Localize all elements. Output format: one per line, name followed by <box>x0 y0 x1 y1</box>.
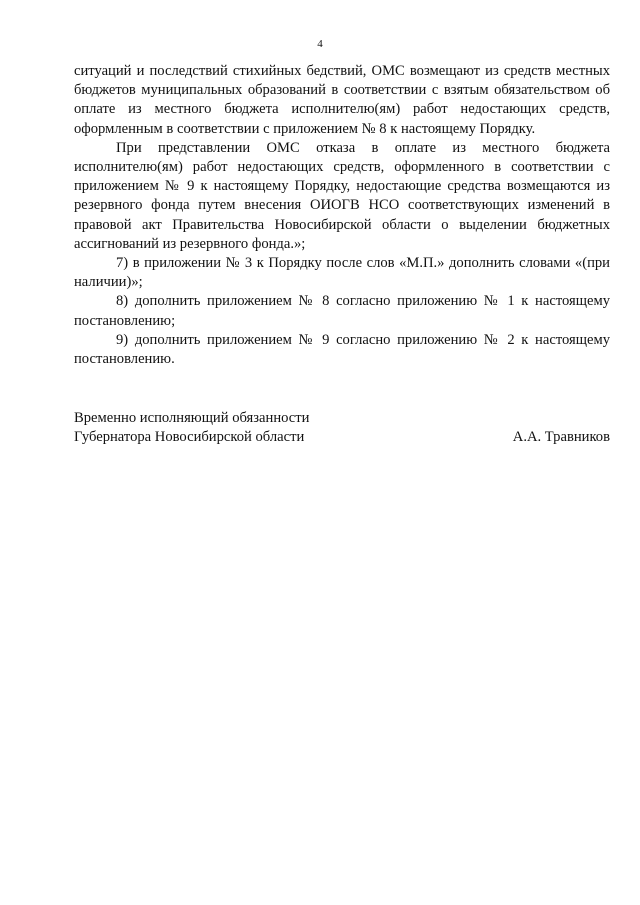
paragraph-item-9: 9) дополнить приложением № 9 согласно приложению № 2 к настоящему постановлению. <box>74 331 610 368</box>
paragraph-continuation: ситуаций и последствий стихийных бедствий, ОМС возмещают из средств местных бюджетов муниципальных образований в соответствии с взятым обязательством об оплате из местного бюджета исполнителю(ям) работ недостающих средств, оформленным в соответствии с приложением № 8 к настоящему Порядку. <box>74 63 610 137</box>
paragraph-item-7: 7) в приложении № 3 к Порядку после слов «М.П.» дополнить словами «(при наличии)»; <box>74 255 610 291</box>
document-body <box>74 62 610 369</box>
signature-block <box>74 409 610 447</box>
signature-position-line1: Временно исполняющий обязанности <box>74 410 310 426</box>
signature-position-line2: Губернатора Новосибирской области <box>74 429 305 446</box>
page-number: 4 <box>317 38 323 50</box>
signatory-name: А.А. Травников <box>512 429 610 446</box>
signature-row <box>74 428 610 447</box>
paragraph-item-8: 8) дополнить приложением № 8 согласно приложению № 1 к настоящему постановлению; <box>74 293 610 329</box>
paragraph-refusal: При представлении ОМС отказа в оплате из местного бюджета исполнителю(ям) работ недостающих средств, оформленного в соответствии с приложением № 9 к настоящему Порядку, недостающие средства возмещаются из резервного фонда путем внесения ОИОГВ НСО соответствующих изменений в правовой акт Правительства Новосибирской области о выделении бюджетных ассигнований из резервного фонда.»; <box>74 139 610 252</box>
